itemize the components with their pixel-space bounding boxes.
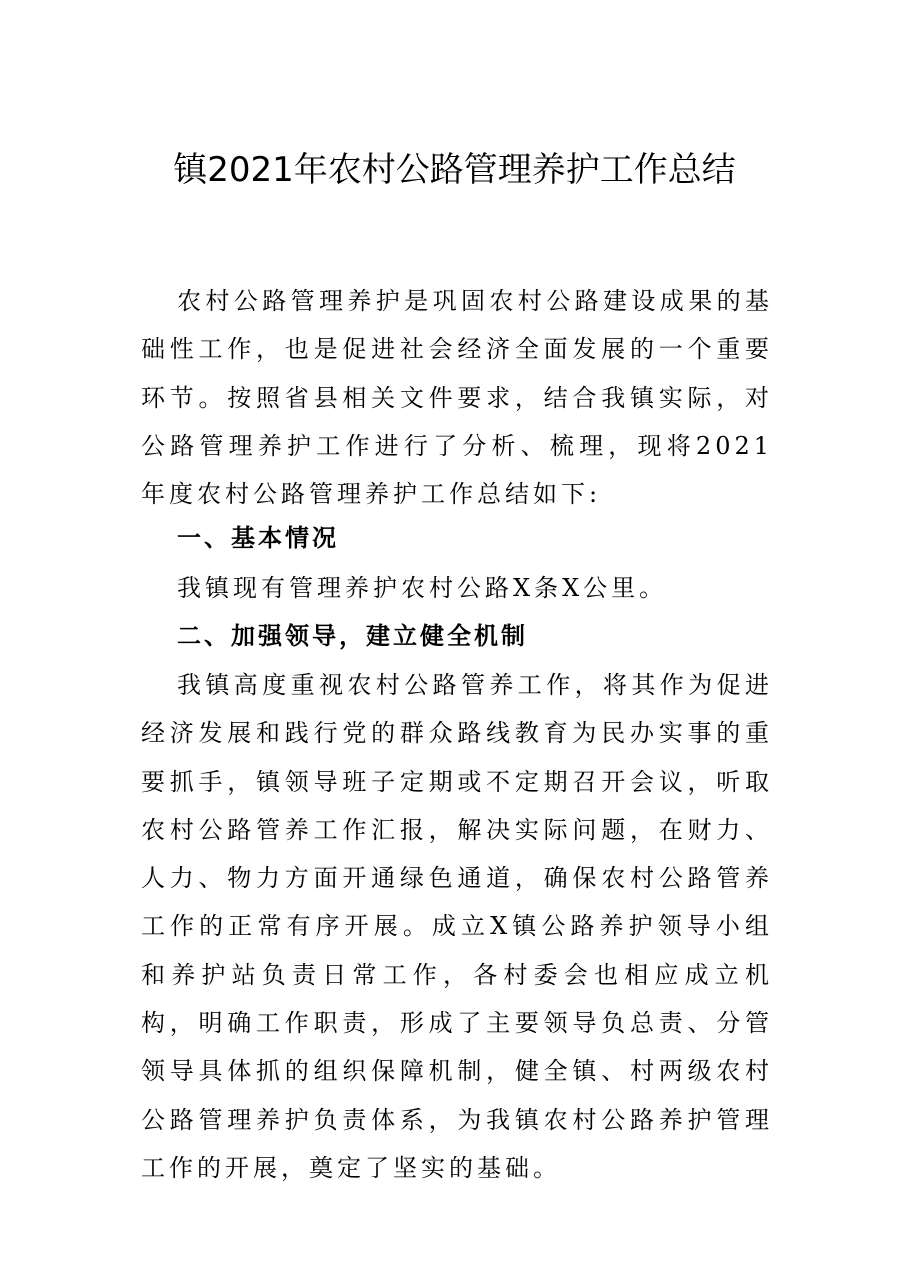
section-heading-basic-situation: 一、基本情况 (177, 524, 339, 552)
intro-paragraph: 农村公路管理养护是巩固农村公路建设成果的基础性工作，也是促进社会经济全面发展的一个重要环节。按照省县相关文件要求，结合我镇实际，对公路管理养护工作进行了分析、梳理，现将2021年度农村公路管理养护工作总结如下: (141, 287, 773, 509)
section-heading-leadership: 二、加强领导，建立健全机制 (177, 622, 528, 650)
document-title: 镇2021年农村公路管理养护工作总结 (173, 150, 736, 190)
basic-situation-paragraph: 我镇现有管理养护农村公路X条X公里。 (177, 574, 668, 602)
leadership-paragraph: 我镇高度重视农村公路管养工作，将其作为促进经济发展和践行党的群众路线教育为民办实事的重要抓手，镇领导班子定期或不定期召开会议，听取农村公路管养工作汇报，解决实际问题，在财力、人力、物力方面开通绿色通道，确保农村公路管养工作的正常有序开展。成立X镇公路养护领导小组和养护站负责日常工作，各村委会也相应成立机构，明确工作职责，形成了主要领导负总责、分管领导具体抓的组织保障机制，健全镇、村两级农村公路管理养护负责体系，为我镇农村公路养护管理工作的开展，奠定了坚实的基础。 (141, 671, 773, 1182)
